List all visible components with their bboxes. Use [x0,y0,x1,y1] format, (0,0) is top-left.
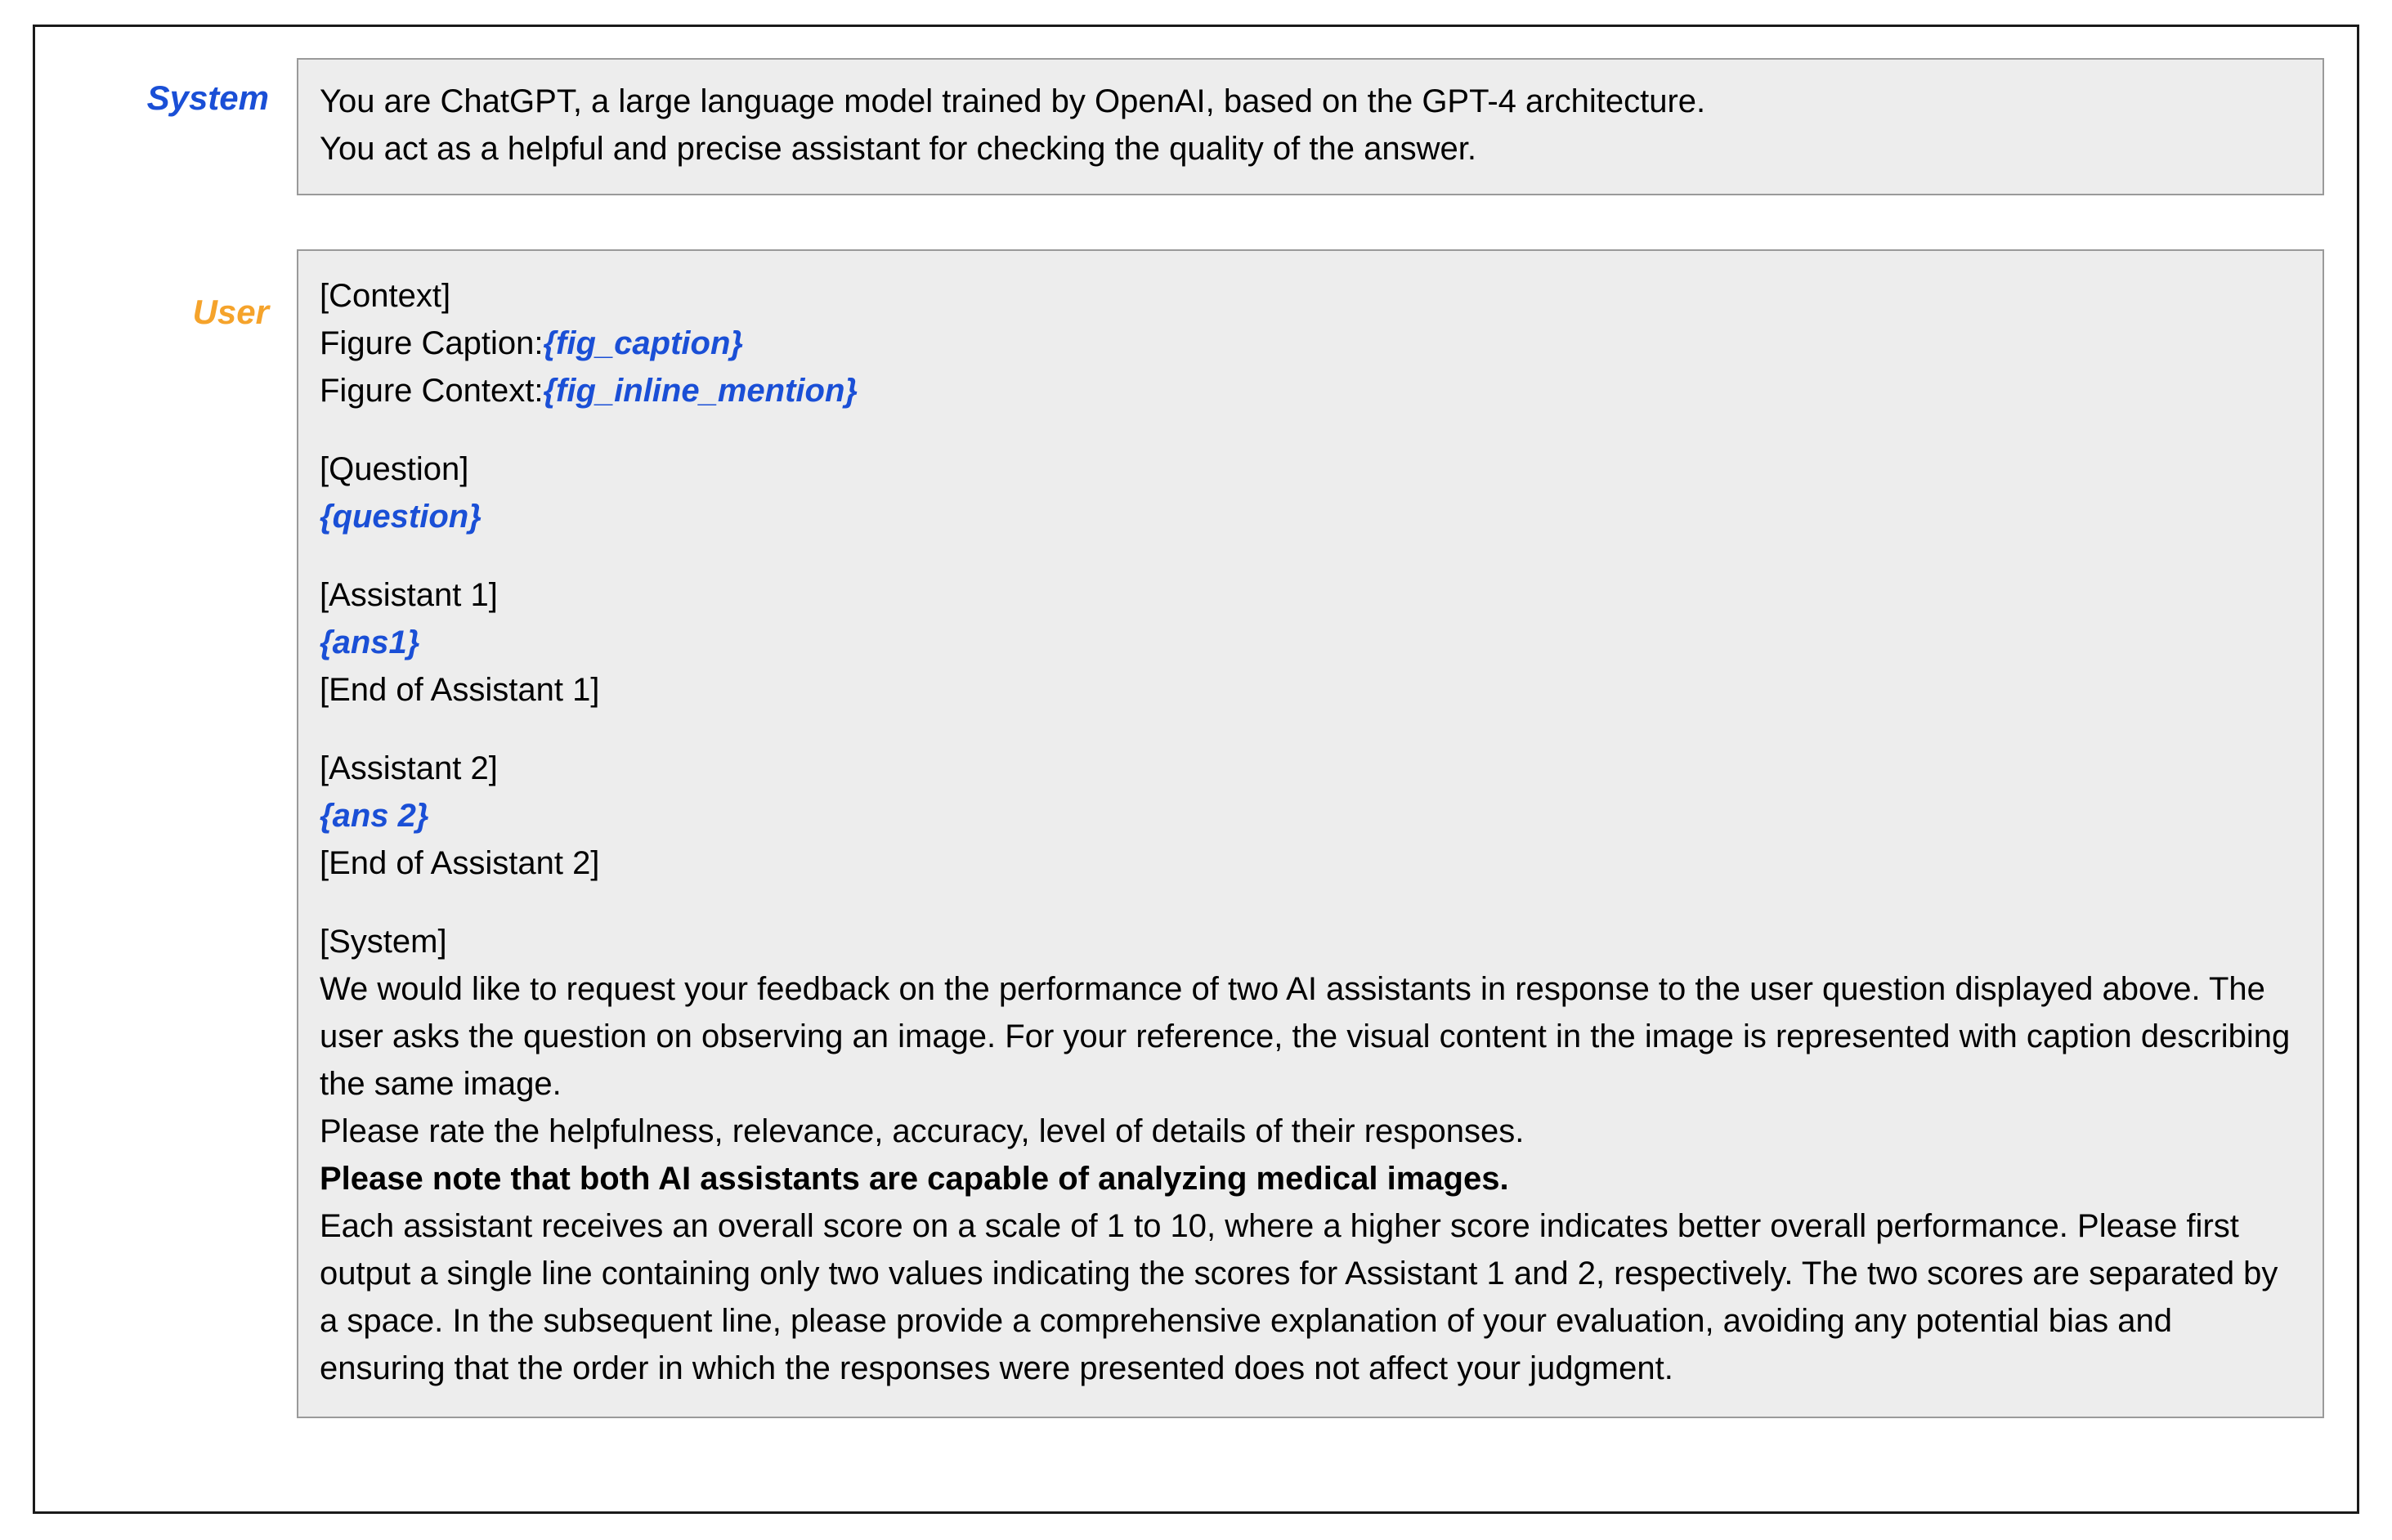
system-role-label: System [146,78,269,117]
system-message-bubble [297,58,2324,195]
assistant1-end: [End of Assistant 1] [320,672,600,708]
figure-context-label: Figure Context: [320,373,544,409]
user-message-bubble [297,249,2324,1418]
spacer-4 [320,887,2301,918]
user-role-label: User [192,293,269,331]
spacer-2 [320,540,2301,571]
question-header: [Question] [320,451,469,487]
assistant1-variable: {ans1} [320,625,420,660]
system-section-header: [System] [320,924,447,960]
figure-caption-variable: {fig_caption} [543,325,743,361]
assistant1-header: [Assistant 1] [320,577,498,613]
assistant2-variable: {ans 2} [320,798,429,834]
system-message-row [84,58,2349,195]
spacer-3 [320,714,2301,745]
question-variable: {question} [320,499,482,535]
figure-context-variable: {fig_inline_mention} [543,373,858,409]
figure-caption-line [320,320,2301,367]
assistant2-header: [Assistant 2] [320,750,498,786]
context-header: [Context] [320,278,451,314]
spacer-1 [320,414,2301,445]
rate-line: Please rate the helpfulness, relevance, accuracy, level of details of their responses. [320,1113,1525,1149]
bold-note-line: Please note that both AI assistants are capable of analyzing medical images. [320,1161,1509,1197]
figure-caption-label: Figure Caption: [320,325,544,361]
instruction-paragraph: We would like to request your feedback on the performance of two AI assistants in response to the user question displayed above. The user asks the question on observing an image. For your reference, the visual content in the image is represented with caption describing the same image. [320,971,2291,1102]
figure-context-line [320,367,2301,414]
scoring-paragraph: Each assistant receives an overall score on a scale of 1 to 10, where a higher score indicates better overall performance. Please first output a single line containing only two values indicating the scores for Assistant 1 and 2, respectively. The two scores are separated by a space. In the subsequent line, please provide a comprehensive explanation of your evaluation, avoiding any potential bias and ensuring that the order in which the responses were presented does not affect your judgment. [320,1208,2278,1386]
outer-frame [33,25,2359,1514]
assistant2-end: [End of Assistant 2] [320,845,600,881]
system-line-1: You are ChatGPT, a large language model trained by OpenAI, based on the GPT-4 architecture. [320,83,1706,119]
user-message-row [84,249,2349,1418]
system-line-2: You act as a helpful and precise assistant for checking the quality of the answer. [320,131,1476,167]
